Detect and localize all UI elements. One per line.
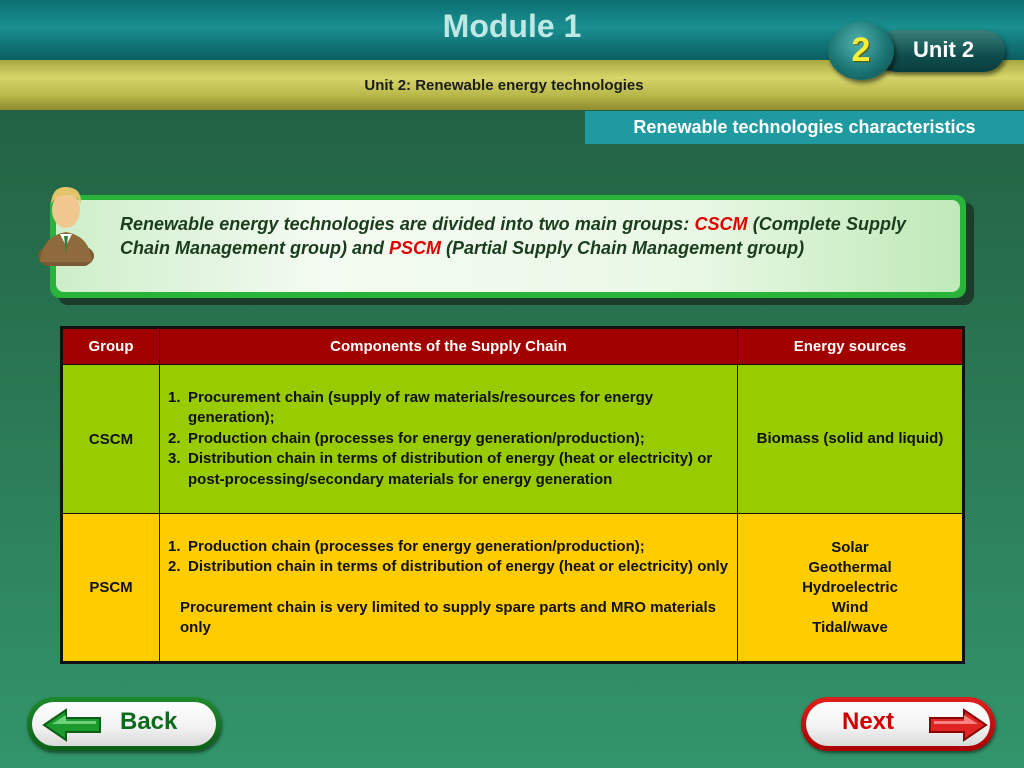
callout-pscm: PSCM — [389, 238, 442, 258]
back-label[interactable]: Back — [120, 708, 178, 735]
header-components: Components of the Supply Chain — [160, 328, 738, 365]
list-item — [168, 537, 729, 558]
person-icon — [34, 180, 98, 266]
energy-source: Hydroelectric — [802, 578, 898, 596]
unit-label: Unit 2 — [913, 37, 975, 62]
section-tab: Renewable technologies characteristics — [585, 111, 1024, 144]
list-text: Distribution chain in terms of distribution of energy (heat or electricity) or post-processing/secondary materials for energy generation — [188, 450, 713, 488]
list-item — [168, 557, 729, 578]
unit-subtitle: Unit 2: Renewable energy technologies — [364, 77, 644, 94]
list-number: 1. — [168, 388, 181, 406]
list-number: 2. — [168, 429, 181, 447]
energy-source: Tidal/wave — [812, 618, 888, 636]
back-button[interactable] — [27, 697, 221, 751]
list-number: 1. — [168, 537, 181, 555]
energy-source: Solar — [831, 538, 869, 556]
cell-group-cscm: CSCM — [62, 365, 160, 514]
list-item — [168, 388, 729, 429]
list-item — [168, 449, 729, 490]
list-text: Production chain (processes for energy generation/production); — [188, 537, 645, 555]
next-arrow-icon — [926, 707, 988, 743]
next-label[interactable]: Next — [842, 708, 895, 735]
energy-source: Biomass (solid and liquid) — [756, 430, 944, 447]
list-number: 3. — [168, 450, 181, 468]
list-text: Production chain (processes for energy generation/production); — [188, 429, 645, 447]
table-row-cscm — [62, 365, 964, 514]
energy-source: Wind — [831, 598, 869, 616]
cell-components-cscm — [160, 365, 738, 514]
callout-cscm: CSCM — [694, 214, 748, 234]
list-text: Procurement chain (supply of raw materials/resources for energy generation); — [188, 388, 654, 427]
module-title: Module 1 — [442, 8, 582, 44]
list-number: 2. — [168, 558, 181, 575]
cell-group-pscm: PSCM — [62, 514, 160, 663]
cell-sources-pscm — [738, 514, 964, 663]
next-button[interactable] — [801, 697, 995, 751]
list-item — [168, 429, 729, 450]
callout-text-part2: (Complete Supply Chain Management group) and — [120, 214, 906, 258]
header-group: Group — [62, 328, 160, 365]
list-text: Distribution chain in terms of distribution of energy (heat or electricity) only — [188, 558, 729, 575]
energy-source: Geothermal — [808, 558, 892, 576]
callout-text — [120, 212, 906, 260]
cell-components-pscm — [160, 514, 738, 663]
callout-text-part3: (Partial Supply Chain Management group) — [441, 238, 805, 258]
back-arrow-icon — [42, 707, 104, 743]
header-energy-sources: Energy sources — [738, 328, 964, 365]
cell-sources-cscm — [738, 365, 964, 514]
table-row-pscm — [62, 514, 964, 663]
callout-text-part1: Renewable energy technologies are divided into two main groups: — [120, 214, 695, 234]
procurement-note: Procurement chain is very limited to supply spare parts and MRO materials only — [180, 598, 717, 636]
table-header-row — [62, 328, 964, 365]
supply-chain-table — [60, 326, 965, 664]
unit-number: 2 — [851, 31, 871, 69]
